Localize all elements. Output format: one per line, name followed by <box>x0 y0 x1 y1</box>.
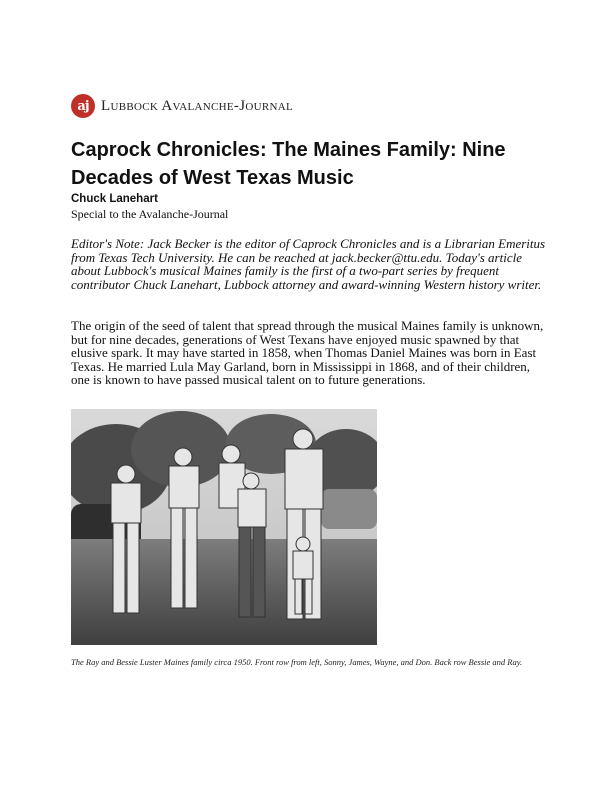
article-title: Caprock Chronicles: The Maines Family: Nine Decades of West Texas Music <box>71 139 506 189</box>
body-paragraph: The origin of the seed of talent that spread through the musical Maines family is unknown, but for nine decades, generations of West Texans have enjoyed music spawned by that elusive spark. It may have started in 1858, when Thomas Daniel Maines was born in East Texas. He married Lula May Garland, born in Mississippi in 1868, and of their children, one is known to have passed musical talent on to future generations. <box>71 318 544 388</box>
publication-name: Lubbock Avalanche-Journal <box>101 97 294 114</box>
author-affiliation: Special to the Avalanche-Journal <box>71 207 229 221</box>
masthead <box>71 94 293 118</box>
article-author: Chuck Lanehart <box>71 193 158 205</box>
family-photo <box>71 409 377 645</box>
newspaper-logo-icon <box>71 94 95 118</box>
logo-letters: aj <box>77 98 89 114</box>
photo-caption: The Ray and Bessie Luster Maines family circa 1950. Front row from left, Sonny, James, Wayne, and Don. Back row Bessie and Ray. <box>71 657 523 667</box>
editors-note: Editor's Note: Jack Becker is the editor of Caprock Chronicles and is a Librarian Emeritus from Texas Tech University. He can be reached at jack.becker@ttu.edu. Today's article about Lubbock's musical Maines family is the first of a two-part series by frequent contributor Chuck Lanehart, Lubbock attorney and award-winning Western history writer. <box>71 236 546 292</box>
